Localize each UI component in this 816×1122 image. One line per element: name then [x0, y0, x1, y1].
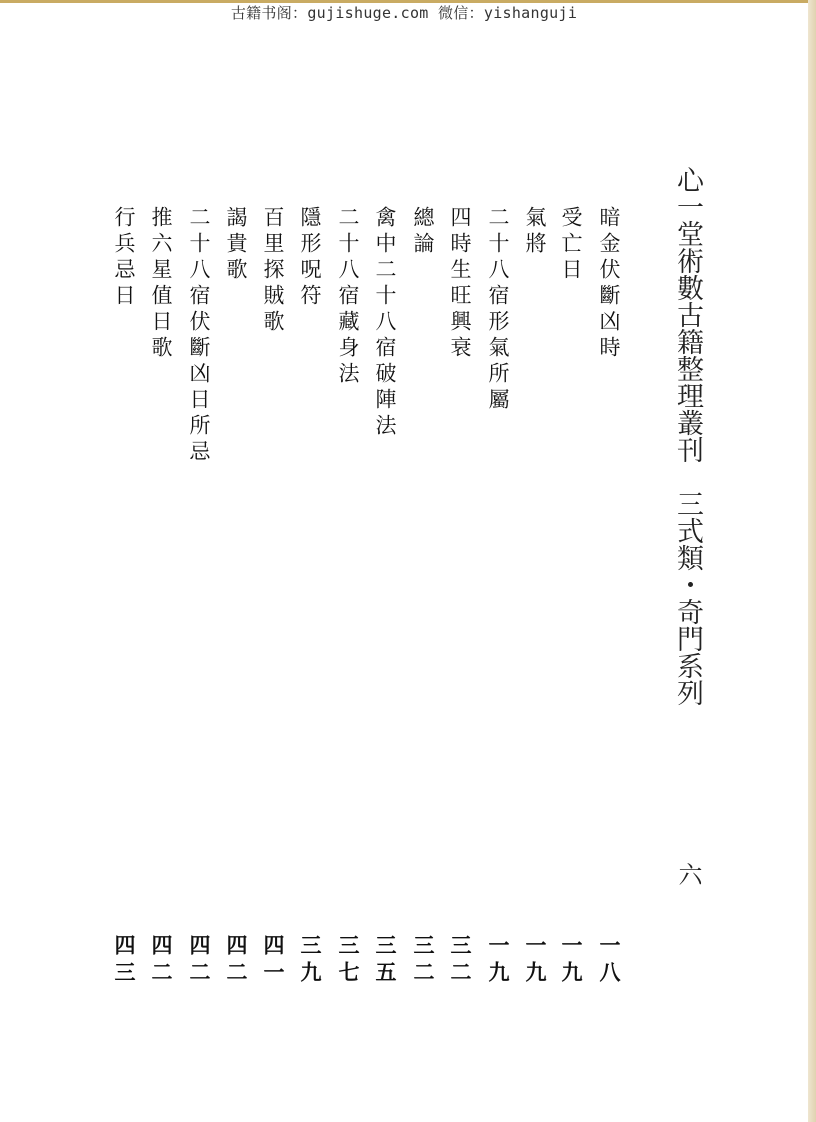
toc-entry-title[interactable]: 推六星值日歌 [149, 206, 173, 362]
toc-page-number: 四二 [224, 934, 249, 988]
toc-entry-title[interactable]: 二十八宿藏身法 [336, 206, 360, 388]
toc-page-number: 三五 [373, 934, 398, 988]
toc-entry-title[interactable]: 暗金伏斷凶時 [597, 206, 621, 362]
toc-page-number: 三七 [336, 934, 361, 988]
toc-entry-title[interactable]: 受亡日 [559, 206, 583, 284]
toc-entry-title[interactable]: 行兵忌日 [112, 206, 136, 310]
toc-entry-title[interactable]: 四時生旺興衰 [448, 206, 472, 362]
toc-page-number: 四二 [149, 934, 174, 988]
page-edge [808, 0, 816, 1122]
toc-entry-title[interactable]: 氣將 [523, 206, 547, 258]
watermark: 古籍书阁：gujishuge.com 微信：yishanguji [230, 4, 578, 22]
toc-page-number: 一九 [486, 934, 511, 988]
toc-page-number: 一九 [523, 934, 548, 988]
toc-entry-title[interactable]: 百里探賊歌 [261, 206, 285, 336]
toc-page-number: 三九 [298, 934, 323, 988]
toc-page-number: 一八 [597, 934, 622, 988]
toc-page-number: 一九 [559, 934, 584, 988]
toc-entry-title[interactable]: 二十八宿形氣所屬 [486, 206, 510, 414]
page-number: 六 [674, 862, 702, 886]
toc-page-number: 四二 [187, 934, 212, 988]
toc-page-number: 三二 [411, 934, 436, 988]
series-title: 心一堂術數古籍整理叢刊 三式類・奇門系列 [672, 166, 703, 706]
toc-entry-title[interactable]: 總論 [411, 206, 435, 258]
toc-entry-title[interactable]: 禽中二十八宿破陣法 [373, 206, 397, 440]
toc-entry-title[interactable]: 二十八宿伏斷凶日所忌 [187, 206, 211, 466]
toc-entry-title[interactable]: 謁貴歌 [224, 206, 248, 284]
toc-page-number: 四一 [261, 934, 286, 988]
toc-entry-title[interactable]: 隱形呪符 [298, 206, 322, 310]
toc-page-number: 三二 [448, 934, 473, 988]
toc-page-number: 四三 [112, 934, 137, 988]
